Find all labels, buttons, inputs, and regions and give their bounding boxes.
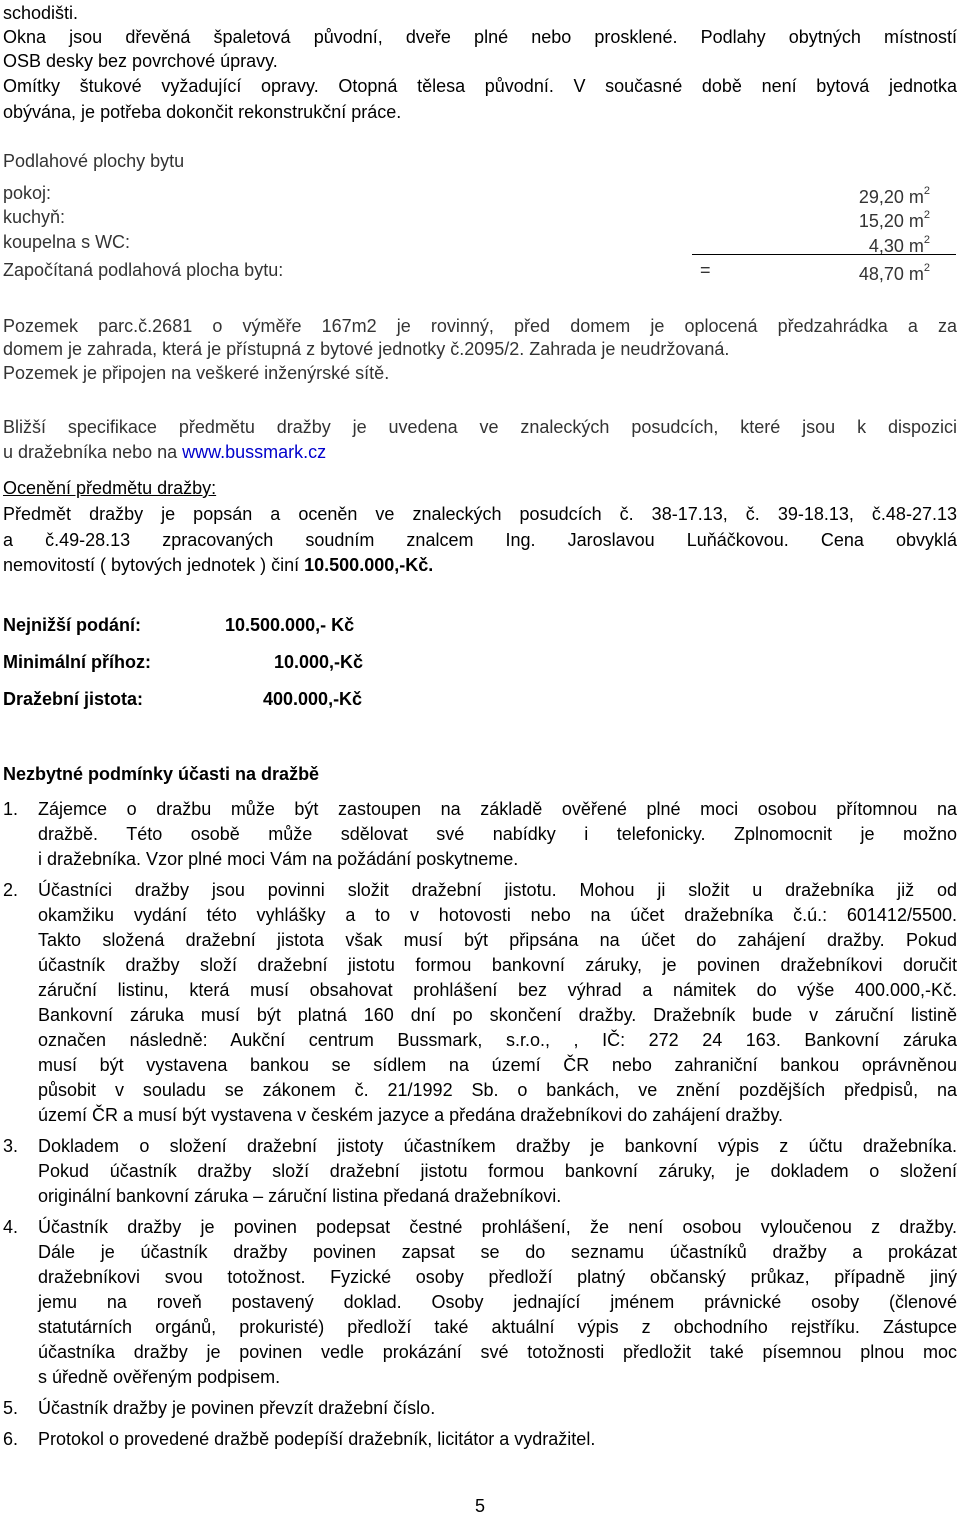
intro-line: obývána, je potřeba dokončit rekonstrukční práce. [3, 102, 402, 122]
area-value-room: 29,20 $m^2$ [858, 185, 930, 207]
item-number: 4. [3, 1217, 19, 1237]
item-line: Dokladem o složení dražební jistoty účastníkem dražby je bankovní výpis z účtu dražebníka. [38, 1136, 957, 1156]
item-line: území ČR a musí být vystavena v českém jazyce a předána dražebníkovi do zahájení dražby. [38, 1105, 784, 1125]
conditions-list [3, 798, 957, 1450]
item-line: Protokol o provedené dražbě podepíší dražebník, licitátor a vydražitel. [38, 1429, 596, 1449]
deposit-label: Dražební jistota: [3, 689, 144, 709]
conditions-heading: Nezbytné podmínky účasti na dražbě [3, 764, 320, 784]
spec-paragraph [3, 416, 957, 463]
valuation-line-3-text: nemovitostí ( bytových jednotek ) činí [3, 555, 305, 575]
intro-line: Okna jsou dřevěná špaletová původní, dveře plné nebo prosklené. Podlahy obytných místností [3, 27, 957, 47]
min-increment-label: Minimální příhoz: [3, 652, 151, 672]
condition-item-5 [3, 1397, 957, 1419]
item-number: 3. [3, 1136, 19, 1156]
valuation-line: Předmět dražby je popsán a oceněn ve znaleckých posudcích č. 38-17.13, č. 39-18.13, č.48-27.13 [3, 504, 957, 524]
page-number: 5 [474, 1496, 485, 1516]
area-value-kitchen: 15,20 $m^2$ [858, 209, 930, 231]
land-line: Pozemek je připojen na veškeré inženýrské sítě. [3, 363, 390, 383]
condition-item-6 [3, 1428, 957, 1450]
condition-item-3 [3, 1135, 957, 1207]
item-line: s úředně ověřeným podpisem. [38, 1367, 281, 1387]
area-value-bathroom: 4,30 $m^2$ [868, 234, 930, 256]
intro-line: schodišti. [3, 3, 79, 23]
spec-line: Bližší specifikace předmětu dražby je uvedena ve znaleckých posudcích, které jsou k dispozici [3, 417, 957, 437]
item-line: Účastník dražby je povinen podepsat čestné prohlášení, že není osobou vyloučenou z dražby. [38, 1217, 957, 1237]
item-number: 1. [3, 799, 19, 819]
area-total-value: 48,70 $m^2$ [858, 262, 930, 284]
item-line: Dále je účastník dražby povinen zapsat se do seznamu účastníků dražby a prokázat [38, 1242, 957, 1262]
area-label-bathroom: koupelna s WC: [3, 232, 131, 252]
sum-rule [692, 254, 956, 255]
valuation-line-3 [3, 554, 957, 576]
floor-area-heading: Podlahové plochy bytu [3, 151, 185, 171]
valuation-paragraph [3, 503, 957, 576]
intro-line: Omítky štukové vyžadující opravy. Otopná tělesa původní. V současné době není bytová jednotka [3, 76, 957, 96]
item-line: účastníka dražby je povinen vedle prokázání své totožnosti předložit také písemnou plnou moc [38, 1342, 957, 1362]
item-line: statutárních orgánů, prokuristé) předloží také aktuální výpis z obchodního rejstříku. Zástupce [38, 1317, 957, 1337]
item-number: 6. [3, 1429, 19, 1449]
condition-item-2 [3, 879, 957, 1126]
area-label-room: pokoj: [3, 183, 52, 203]
website-link[interactable]: www.bussmark.cz [182, 442, 327, 462]
item-number: 5. [3, 1398, 19, 1418]
condition-item-1 [3, 798, 957, 870]
item-line: i dražebníka. Vzor plné moci Vám na požádání poskytneme. [38, 849, 519, 869]
lowest-bid-label: Nejnižší podání: [3, 615, 142, 635]
item-line: účastník dražby složí dražební jistotu formou bankovní záruky, je povinen dražebníkovi doručit [38, 955, 957, 975]
item-line: Účastník dražby je povinen převzít dražební číslo. [38, 1398, 436, 1418]
item-line: dražbě. Této osobě může sdělovat své nabídky i telefonicky. Zplnomocnit je možno [38, 824, 957, 844]
spec-line-2 [3, 441, 957, 463]
spec-line-2-text: u dražebníka nebo na [3, 442, 183, 462]
land-paragraph [3, 315, 957, 384]
area-total-equals: = [700, 260, 711, 280]
item-line: jemu na roveň postavený doklad. Osoby jednající jménem právnické osoby (členové [38, 1292, 957, 1312]
area-label-kitchen: kuchyň: [3, 207, 66, 227]
intro-line: OSB desky bez povrchové úpravy. [3, 51, 278, 71]
valuation-line: a č.49-28.13 zpracovaných soudním znalcem Ing. Jaroslavou Luňáčkovou. Cena obvyklá [3, 530, 957, 550]
market-price: 10.500.000,-Kč. [304, 555, 434, 575]
item-line: dražebníkovi svou totožnost. Fyzické osoby předloží platný občanský průkaz, případně jiný [38, 1267, 957, 1287]
deposit-value: 400.000,-Kč [263, 689, 363, 709]
item-line: Bankovní záruka musí být platná 160 dní po skončení dražby. Dražebník bude v záruční listině [38, 1005, 957, 1025]
valuation-heading: Ocenění předmětu dražby: [3, 478, 217, 498]
condition-item-4 [3, 1216, 957, 1388]
item-line: Takto složená dražební jistota však musí být připsána na účet do zahájení dražby. Pokud [38, 930, 957, 950]
item-line: záruční listinu, která musí obsahovat prohlášení bez výhrad a námitek do výše 400.000,-Kč. [38, 980, 957, 1000]
area-total-label: Započítaná podlahová plocha bytu: [3, 260, 284, 280]
item-line: působit v souladu se zákonem č. 21/1992 Sb. o bankách, ve znění pozdějších předpisů, na [38, 1080, 957, 1100]
item-line: originální bankovní záruka – záruční listina předaná dražebníkovi. [38, 1186, 562, 1206]
item-line: označen následně: Aukční centrum Bussmark, s.r.o., , IČ: 272 24 163. Bankovní záruka [38, 1030, 957, 1050]
item-line: musí být vystavena bankou se sídlem na území ČR nebo zahraniční bankou oprávněnou [38, 1055, 957, 1075]
land-line: domem je zahrada, která je přístupná z bytové jednotky č.2095/2. Zahrada je neudržovaná. [3, 339, 730, 359]
item-line: okamžiku vydání této vyhlášky a to v hotovosti nebo na účet dražebníka č.ú.: 601412/5500. [38, 905, 957, 925]
min-increment-value: 10.000,-Kč [274, 652, 364, 672]
lowest-bid-value: 10.500.000,- Kč [225, 615, 355, 635]
item-line: Zájemce o dražbu může být zastoupen na základě ověřené plné moci osobou přítomnou na [38, 799, 957, 819]
item-line: Účastníci dražby jsou povinni složit dražební jistotu. Mohou ji složit u dražebníka již od [38, 880, 957, 900]
land-line: Pozemek parc.č.2681 o výměře 167m2 je rovinný, před domem je oplocená předzahrádka a za [3, 316, 957, 336]
item-line: Pokud účastník dražby složí dražební jistotu formou bankovní záruky, je dokladem o složení [38, 1161, 957, 1181]
item-number: 2. [3, 880, 19, 900]
